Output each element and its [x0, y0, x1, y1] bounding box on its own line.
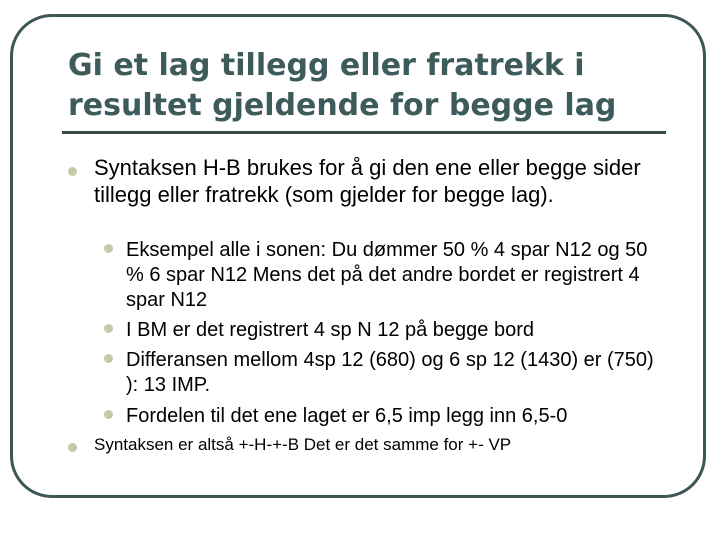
- sub-bullet-text: Differansen mellom 4sp 12 (680) og 6 sp 12 (1430) er (750) ): 13 IMP.: [126, 349, 654, 396]
- bullet-dot: [68, 443, 77, 452]
- slide-title: Gi et lag tillegg eller fratrekk i resultet gjeldende for begge lag: [68, 48, 617, 123]
- bullet-text: Syntaksen H-B brukes for å gi den ene eller begge sider tillegg eller fratrekk (som gjelder for begge lag).: [94, 155, 641, 207]
- sub-bullet-dot: [104, 244, 113, 253]
- title-divider: [62, 131, 666, 134]
- bullet-text: Syntaksen er altså +-H-+-B Det er det samme for +- VP: [94, 435, 512, 454]
- bullet-dot: [68, 167, 77, 176]
- sub-bullet-dot: [104, 324, 113, 333]
- sub-bullet-text: Fordelen til det ene laget er 6,5 imp legg inn 6,5-0: [126, 405, 568, 427]
- sub-bullet-dot: [104, 410, 113, 419]
- sub-bullet-dot: [104, 354, 113, 363]
- sub-bullet-text: I BM er det registrert 4 sp N 12 på begge bord: [126, 319, 534, 341]
- sub-bullet-text: Eksempel alle i sonen: Du dømmer 50 % 4 spar N12 og 50 % 6 spar N12 Mens det på det andre bordet er registrert 4 spar N12: [126, 239, 648, 311]
